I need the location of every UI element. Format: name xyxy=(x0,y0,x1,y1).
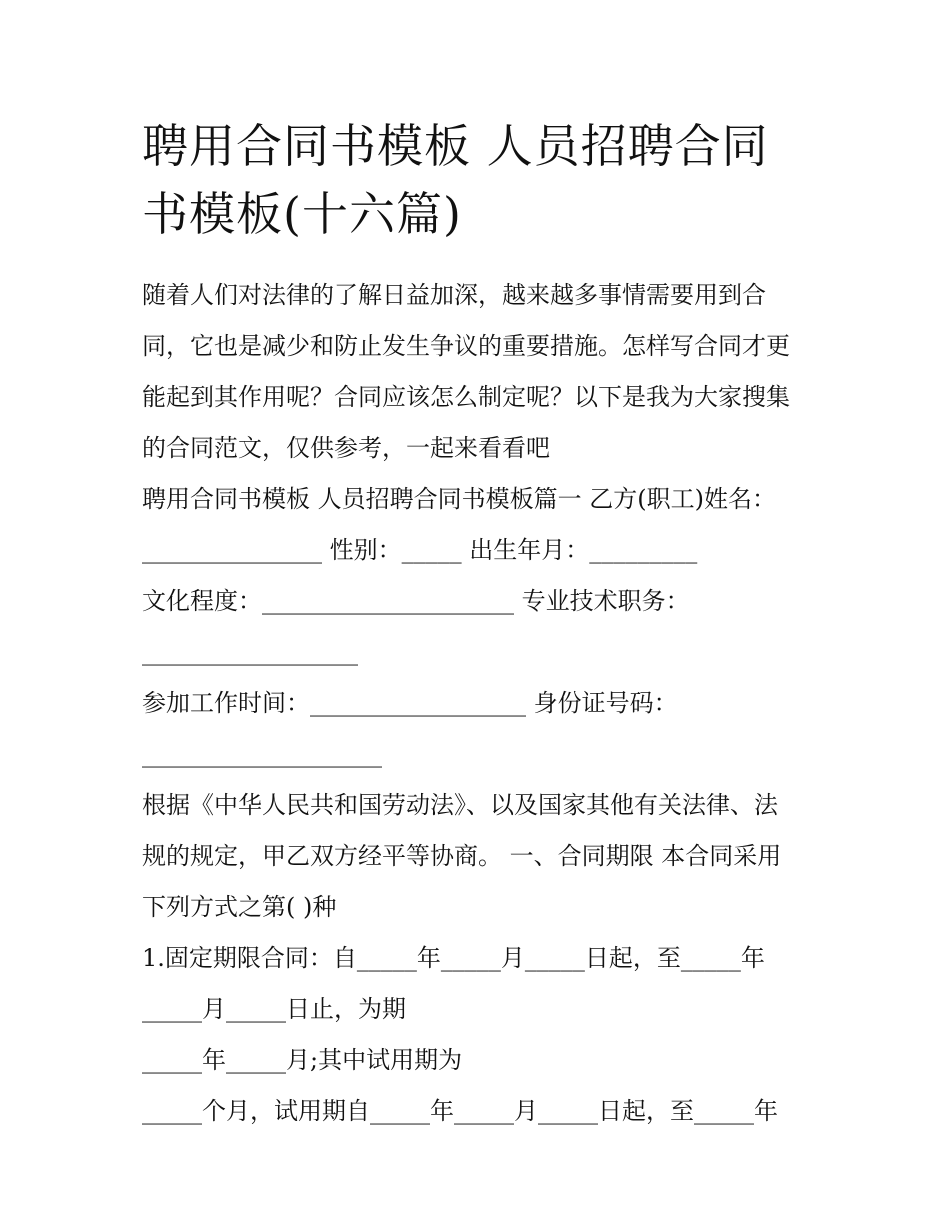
body-line: 下列方式之第( )种 xyxy=(142,893,337,921)
body-line: 同，它也是减少和防止发生争议的重要措施。怎样写合同才更 xyxy=(142,332,790,360)
form-field-line: _____月_____日止，为期 xyxy=(142,995,406,1023)
form-field-line: 参加工作时间：__________________ 身份证号码： xyxy=(142,689,678,717)
form-field-line: 文化程度：_____________________ 专业技术职务： xyxy=(142,587,690,615)
document-page xyxy=(142,112,814,1137)
body-line: 聘用合同书模板 人员招聘合同书模板篇一 乙方(职工)姓名： xyxy=(142,485,776,513)
title-line-2: 书模板(十六篇) xyxy=(142,187,462,241)
body-line: 能起到其作用呢？合同应该怎么制定呢？以下是我为大家搜集 xyxy=(142,383,790,411)
form-field-line: ____________________ xyxy=(142,740,382,768)
body-line: 规的规定，甲乙双方经平等协商。 一、合同期限 本合同采用 xyxy=(142,842,782,870)
body-line: 根据《中华人民共和国劳动法》、以及国家其他有关法律、法 xyxy=(142,791,778,819)
body-line: 的合同范文，仅供参考，一起来看看吧 xyxy=(142,434,550,462)
title-spacer xyxy=(142,248,814,270)
document-title xyxy=(142,112,814,248)
body-line: 随着人们对法律的了解日益加深，越来越多事情需要用到合 xyxy=(142,281,766,309)
form-field-line: 1.固定期限合同：自_____年_____月_____日起，至_____年 xyxy=(142,944,765,972)
form-field-line: __________________ xyxy=(142,638,358,666)
form-field-line: _____年_____月;其中试用期为 xyxy=(142,1046,463,1074)
form-field-line: _______________ 性别：_____ 出生年月：_________ xyxy=(142,536,698,564)
form-field-line: _____个月，试用期自_____年_____月_____日起，至_____年 xyxy=(142,1097,778,1125)
title-line-1: 聘用合同书模板 人员招聘合同 xyxy=(142,119,769,173)
document-body xyxy=(142,270,814,1137)
